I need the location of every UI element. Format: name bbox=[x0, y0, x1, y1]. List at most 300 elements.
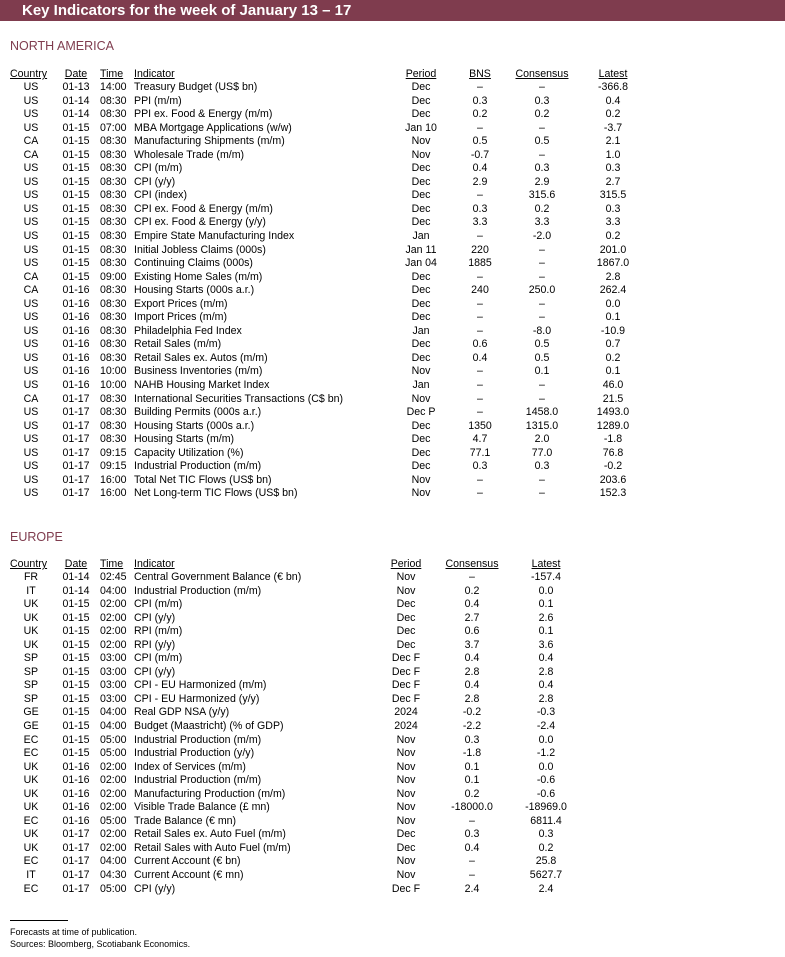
cell-latest: 0.2 bbox=[605, 230, 621, 243]
table-row bbox=[10, 612, 576, 626]
cell-time: 02:00 bbox=[100, 760, 127, 773]
cell-country: SP bbox=[23, 652, 39, 665]
cell-time: 08:30 bbox=[100, 406, 127, 419]
cell-indicator: CPI ex. Food & Energy (m/m) bbox=[134, 202, 273, 215]
cell-consensus: -18000.0 bbox=[451, 801, 493, 814]
cell-indicator: CPI - EU Harmonized (m/m) bbox=[134, 679, 267, 692]
cell-period: Nov bbox=[396, 571, 416, 583]
cell-latest: 76.8 bbox=[602, 446, 624, 459]
cell-latest: 0.3 bbox=[605, 162, 621, 175]
cell-consensus: 0.3 bbox=[534, 460, 550, 473]
cell-consensus: 0.5 bbox=[534, 135, 550, 148]
cell-country: US bbox=[23, 175, 39, 188]
cell-time: 08:30 bbox=[100, 392, 127, 405]
cell-bns: 3.3 bbox=[472, 216, 488, 229]
cell-time: 05:00 bbox=[100, 733, 127, 746]
cell-period: 2024 bbox=[394, 706, 418, 719]
cell-bns: 4.7 bbox=[472, 433, 488, 446]
cell-latest: 0.4 bbox=[605, 94, 621, 107]
cell-indicator: Building Permits (000s a.r.) bbox=[134, 406, 262, 419]
cell-bns: – bbox=[477, 297, 483, 310]
cell-indicator: Housing Starts (000s a.r.) bbox=[134, 284, 255, 297]
cell-date: 01-15 bbox=[62, 692, 90, 705]
cell-period: Dec bbox=[411, 175, 431, 188]
cell-country: UK bbox=[23, 774, 39, 787]
cell-consensus: – bbox=[539, 487, 545, 500]
table-row bbox=[10, 774, 576, 788]
cell-bns: 0.4 bbox=[472, 162, 488, 175]
cell-country: US bbox=[23, 324, 39, 337]
cell-bns: 240 bbox=[471, 284, 489, 297]
table-row bbox=[10, 761, 576, 775]
table-row bbox=[10, 95, 644, 109]
cell-consensus: 3.3 bbox=[534, 216, 550, 229]
cell-date: 01-15 bbox=[62, 175, 90, 188]
cell-date: 01-17 bbox=[62, 446, 90, 459]
cell-consensus: 0.1 bbox=[534, 365, 550, 378]
cell-time: 08:30 bbox=[100, 297, 127, 310]
cell-bns: – bbox=[477, 365, 483, 378]
cell-latest: 203.6 bbox=[599, 473, 627, 486]
table-row bbox=[10, 298, 644, 312]
cell-country: EC bbox=[23, 855, 39, 868]
cell-latest: 21.5 bbox=[602, 392, 624, 405]
cell-time: 03:00 bbox=[100, 665, 127, 678]
cell-period: Dec bbox=[411, 81, 431, 93]
cell-consensus: – bbox=[469, 869, 475, 882]
cell-date: 01-15 bbox=[62, 638, 90, 651]
cell-country: UK bbox=[23, 828, 39, 841]
cell-time: 08:30 bbox=[100, 175, 127, 188]
cell-time: 08:30 bbox=[100, 324, 127, 337]
table-row bbox=[10, 230, 644, 244]
cell-date: 01-16 bbox=[62, 760, 90, 773]
cell-consensus: – bbox=[469, 855, 475, 868]
cell-consensus: 2.8 bbox=[464, 665, 480, 678]
cell-country: US bbox=[23, 351, 39, 364]
footnote-forecasts: Forecasts at time of publication. bbox=[10, 927, 138, 937]
cell-consensus: 0.3 bbox=[464, 733, 480, 746]
cell-country: US bbox=[23, 81, 39, 93]
cell-time: 02:00 bbox=[100, 598, 127, 611]
cell-latest: 2.6 bbox=[538, 611, 554, 624]
cell-date: 01-15 bbox=[62, 257, 90, 270]
cell-country: US bbox=[23, 379, 39, 392]
cell-indicator: Industrial Production (y/y) bbox=[134, 747, 255, 760]
cell-indicator: CPI (y/y) bbox=[134, 882, 176, 895]
cell-consensus: – bbox=[469, 571, 475, 583]
table-row bbox=[10, 639, 576, 653]
cell-latest: 2.8 bbox=[538, 665, 554, 678]
cell-country: CA bbox=[23, 270, 39, 283]
cell-indicator: Net Long-term TIC Flows (US$ bn) bbox=[134, 487, 298, 500]
cell-indicator: Initial Jobless Claims (000s) bbox=[134, 243, 266, 256]
col-header-consensus: Consensus bbox=[515, 68, 569, 80]
cell-date: 01-17 bbox=[62, 419, 90, 432]
cell-consensus: 2.0 bbox=[534, 433, 550, 446]
cell-country: US bbox=[23, 162, 39, 175]
cell-consensus: 2.7 bbox=[464, 611, 480, 624]
cell-period: Dec bbox=[396, 638, 416, 651]
cell-period: Dec bbox=[396, 841, 416, 854]
cell-period: Dec bbox=[411, 284, 431, 297]
cell-time: 02:00 bbox=[100, 841, 127, 854]
cell-time: 02:00 bbox=[100, 611, 127, 624]
cell-consensus: 0.2 bbox=[534, 108, 550, 121]
col-header-period: Period bbox=[390, 558, 422, 570]
cell-consensus: 0.4 bbox=[464, 679, 480, 692]
cell-consensus: 1315.0 bbox=[525, 419, 559, 432]
table-row bbox=[10, 571, 576, 585]
cell-time: 08:30 bbox=[100, 189, 127, 202]
cell-indicator: CPI (m/m) bbox=[134, 652, 183, 665]
table-row bbox=[10, 447, 644, 461]
cell-indicator: MBA Mortgage Applications (w/w) bbox=[134, 121, 292, 134]
cell-date: 01-15 bbox=[62, 625, 90, 638]
footnote-sources: Sources: Bloomberg, Scotiabank Economics. bbox=[10, 939, 191, 949]
table-row bbox=[10, 420, 644, 434]
cell-consensus: 0.4 bbox=[464, 652, 480, 665]
cell-date: 01-16 bbox=[62, 311, 90, 324]
cell-indicator: PPI ex. Food & Energy (m/m) bbox=[134, 108, 273, 121]
table-row bbox=[10, 325, 644, 339]
north-america-table bbox=[10, 67, 644, 501]
cell-indicator: CPI ex. Food & Energy (y/y) bbox=[134, 216, 266, 229]
cell-bns: 1885 bbox=[468, 257, 492, 270]
table-row bbox=[10, 352, 644, 366]
cell-country: CA bbox=[23, 135, 39, 148]
cell-time: 02:00 bbox=[100, 774, 127, 787]
cell-country: GE bbox=[23, 720, 39, 733]
cell-indicator: Current Account (€ bn) bbox=[134, 855, 241, 868]
table-row bbox=[10, 487, 644, 501]
cell-time: 03:00 bbox=[100, 692, 127, 705]
cell-consensus: 3.7 bbox=[464, 638, 480, 651]
table-row bbox=[10, 365, 644, 379]
cell-bns: – bbox=[477, 379, 483, 392]
cell-indicator: CPI - EU Harmonized (y/y) bbox=[134, 692, 260, 705]
cell-time: 08:30 bbox=[100, 108, 127, 121]
col-header-latest: Latest bbox=[598, 68, 628, 80]
cell-consensus: 0.2 bbox=[464, 787, 480, 800]
cell-consensus: 2.8 bbox=[464, 692, 480, 705]
cell-latest: 46.0 bbox=[602, 379, 624, 392]
table-row bbox=[10, 855, 576, 869]
cell-country: US bbox=[23, 460, 39, 473]
cell-latest: 1493.0 bbox=[596, 406, 630, 419]
cell-time: 02:00 bbox=[100, 638, 127, 651]
cell-consensus: – bbox=[539, 311, 545, 324]
europe-table bbox=[10, 557, 576, 896]
table-row bbox=[10, 81, 644, 95]
cell-indicator: CPI (y/y) bbox=[134, 611, 176, 624]
cell-consensus: -8.0 bbox=[532, 324, 552, 337]
table-row bbox=[10, 108, 644, 122]
table-row bbox=[10, 162, 644, 176]
cell-country: UK bbox=[23, 638, 39, 651]
cell-country: US bbox=[23, 433, 39, 446]
cell-country: US bbox=[23, 338, 39, 351]
cell-time: 02:45 bbox=[100, 571, 127, 583]
cell-country: US bbox=[23, 297, 39, 310]
cell-indicator: Central Government Balance (€ bn) bbox=[134, 571, 302, 583]
table-row bbox=[10, 149, 644, 163]
cell-consensus: 77.0 bbox=[531, 446, 553, 459]
cell-latest: 1289.0 bbox=[596, 419, 630, 432]
cell-consensus: 0.5 bbox=[534, 338, 550, 351]
cell-latest: 1.0 bbox=[605, 148, 621, 161]
cell-period: Jan bbox=[412, 324, 430, 337]
table-row bbox=[10, 883, 576, 897]
table-row bbox=[10, 338, 644, 352]
cell-bns: – bbox=[477, 324, 483, 337]
cell-period: Dec F bbox=[391, 679, 421, 692]
cell-latest: 0.0 bbox=[538, 733, 554, 746]
north-america-heading: NORTH AMERICA bbox=[10, 39, 114, 53]
cell-bns: – bbox=[477, 392, 483, 405]
cell-bns: – bbox=[477, 189, 483, 202]
table-row bbox=[10, 284, 644, 298]
cell-time: 02:00 bbox=[100, 801, 127, 814]
cell-bns: 1350 bbox=[468, 419, 492, 432]
cell-indicator: NAHB Housing Market Index bbox=[134, 379, 270, 392]
cell-indicator: Industrial Production (m/m) bbox=[134, 733, 262, 746]
cell-time: 08:30 bbox=[100, 351, 127, 364]
cell-date: 01-16 bbox=[62, 365, 90, 378]
cell-latest: 2.8 bbox=[605, 270, 621, 283]
cell-period: Jan bbox=[412, 379, 430, 392]
cell-indicator: Trade Balance (€ mn) bbox=[134, 814, 237, 827]
cell-time: 08:30 bbox=[100, 243, 127, 256]
cell-period: Dec bbox=[396, 828, 416, 841]
table-row bbox=[10, 122, 644, 136]
cell-latest: 262.4 bbox=[599, 284, 627, 297]
table-row bbox=[10, 734, 576, 748]
cell-country: CA bbox=[23, 392, 39, 405]
cell-period: Dec bbox=[411, 108, 431, 121]
cell-indicator: Manufacturing Production (m/m) bbox=[134, 787, 286, 800]
cell-latest: 2.4 bbox=[538, 882, 554, 895]
cell-country: SP bbox=[23, 665, 39, 678]
cell-time: 08:30 bbox=[100, 202, 127, 215]
cell-date: 01-15 bbox=[62, 121, 90, 134]
cell-period: Dec bbox=[411, 338, 431, 351]
cell-date: 01-15 bbox=[62, 243, 90, 256]
cell-time: 08:30 bbox=[100, 230, 127, 243]
cell-date: 01-15 bbox=[62, 148, 90, 161]
table-row bbox=[10, 433, 644, 447]
cell-date: 01-15 bbox=[62, 665, 90, 678]
cell-latest: -0.6 bbox=[536, 774, 556, 787]
cell-period: Nov bbox=[411, 365, 431, 378]
cell-time: 09:15 bbox=[100, 460, 127, 473]
table-row bbox=[10, 176, 644, 190]
col-header-date: Date bbox=[64, 68, 88, 80]
cell-latest: -0.6 bbox=[536, 787, 556, 800]
cell-date: 01-15 bbox=[62, 202, 90, 215]
cell-period: 2024 bbox=[394, 720, 418, 733]
cell-period: Dec P bbox=[406, 406, 436, 419]
cell-country: UK bbox=[23, 787, 39, 800]
cell-period: Nov bbox=[396, 733, 416, 746]
cell-period: Dec bbox=[411, 351, 431, 364]
cell-latest: 0.4 bbox=[538, 652, 554, 665]
cell-country: US bbox=[23, 446, 39, 459]
cell-latest: -18969.0 bbox=[525, 801, 567, 814]
cell-consensus: – bbox=[539, 297, 545, 310]
cell-bns: 77.1 bbox=[469, 446, 491, 459]
cell-period: Dec bbox=[411, 202, 431, 215]
cell-time: 09:00 bbox=[100, 270, 127, 283]
table-row bbox=[10, 842, 576, 856]
cell-indicator: Industrial Production (m/m) bbox=[134, 584, 262, 597]
cell-bns: 0.5 bbox=[472, 135, 488, 148]
cell-country: UK bbox=[23, 625, 39, 638]
cell-indicator: Current Account (€ mn) bbox=[134, 869, 244, 882]
cell-country: UK bbox=[23, 841, 39, 854]
cell-period: Nov bbox=[411, 135, 431, 148]
cell-country: IT bbox=[26, 584, 36, 597]
cell-latest: 0.4 bbox=[538, 679, 554, 692]
cell-indicator: Philadelphia Fed Index bbox=[134, 324, 242, 337]
col-header-period: Period bbox=[405, 68, 437, 80]
cell-latest: -0.2 bbox=[603, 460, 623, 473]
cell-date: 01-15 bbox=[62, 598, 90, 611]
cell-consensus: 315.6 bbox=[528, 189, 556, 202]
cell-consensus: 0.5 bbox=[534, 351, 550, 364]
cell-time: 08:30 bbox=[100, 216, 127, 229]
col-header-indicator: Indicator bbox=[134, 558, 175, 570]
cell-date: 01-16 bbox=[62, 774, 90, 787]
col-header-latest: Latest bbox=[531, 558, 561, 570]
cell-period: Nov bbox=[396, 747, 416, 760]
cell-consensus: – bbox=[539, 392, 545, 405]
cell-time: 08:30 bbox=[100, 433, 127, 446]
cell-bns: 0.3 bbox=[472, 94, 488, 107]
table-row bbox=[10, 679, 576, 693]
cell-country: IT bbox=[26, 869, 36, 882]
cell-latest: -0.3 bbox=[536, 706, 556, 719]
cell-period: Dec bbox=[411, 189, 431, 202]
cell-indicator: Budget (Maastricht) (% of GDP) bbox=[134, 720, 284, 733]
cell-latest: 0.2 bbox=[605, 351, 621, 364]
cell-latest: 2.8 bbox=[538, 692, 554, 705]
cell-date: 01-17 bbox=[62, 487, 90, 500]
table-row bbox=[10, 460, 644, 474]
cell-consensus: – bbox=[539, 148, 545, 161]
cell-consensus: 0.4 bbox=[464, 841, 480, 854]
cell-bns: 0.3 bbox=[472, 460, 488, 473]
cell-latest: -157.4 bbox=[530, 571, 562, 583]
table-row bbox=[10, 693, 576, 707]
cell-date: 01-15 bbox=[62, 706, 90, 719]
cell-period: Nov bbox=[396, 760, 416, 773]
cell-time: 08:30 bbox=[100, 311, 127, 324]
cell-time: 14:00 bbox=[100, 81, 127, 93]
report-title-banner: Key Indicators for the week of January 13 – 17 bbox=[0, 0, 785, 21]
cell-date: 01-15 bbox=[62, 230, 90, 243]
cell-indicator: Retail Sales (m/m) bbox=[134, 338, 222, 351]
cell-indicator: Visible Trade Balance (£ mn) bbox=[134, 801, 270, 814]
cell-period: Dec bbox=[411, 311, 431, 324]
table-row bbox=[10, 257, 644, 271]
cell-period: Dec bbox=[411, 297, 431, 310]
cell-indicator: Capacity Utilization (%) bbox=[134, 446, 244, 459]
table-row bbox=[10, 720, 576, 734]
cell-country: US bbox=[23, 419, 39, 432]
cell-period: Dec bbox=[411, 460, 431, 473]
cell-country: SP bbox=[23, 692, 39, 705]
cell-time: 04:00 bbox=[100, 706, 127, 719]
cell-period: Nov bbox=[411, 487, 431, 500]
cell-country: FR bbox=[23, 571, 39, 583]
cell-period: Nov bbox=[396, 787, 416, 800]
table-row bbox=[10, 406, 644, 420]
cell-consensus: 2.4 bbox=[464, 882, 480, 895]
cell-latest: -1.2 bbox=[536, 747, 556, 760]
cell-country: US bbox=[23, 121, 39, 134]
cell-time: 08:30 bbox=[100, 257, 127, 270]
cell-time: 16:00 bbox=[100, 487, 127, 500]
cell-latest: 0.1 bbox=[538, 625, 554, 638]
table-row bbox=[10, 666, 576, 680]
table-row bbox=[10, 135, 644, 149]
cell-indicator: CPI (m/m) bbox=[134, 162, 183, 175]
cell-consensus: – bbox=[539, 270, 545, 283]
cell-consensus: – bbox=[539, 121, 545, 134]
cell-indicator: CPI (m/m) bbox=[134, 598, 183, 611]
table-row bbox=[10, 244, 644, 258]
cell-indicator: Continuing Claims (000s) bbox=[134, 257, 253, 270]
cell-country: US bbox=[23, 473, 39, 486]
col-header-bns: BNS bbox=[469, 68, 491, 80]
cell-latest: 2.7 bbox=[605, 175, 621, 188]
cell-time: 08:30 bbox=[100, 338, 127, 351]
cell-date: 01-17 bbox=[62, 460, 90, 473]
cell-country: US bbox=[23, 94, 39, 107]
cell-consensus: 250.0 bbox=[528, 284, 556, 297]
cell-latest: -10.9 bbox=[600, 324, 626, 337]
cell-time: 05:00 bbox=[100, 747, 127, 760]
cell-time: 08:30 bbox=[100, 162, 127, 175]
cell-country: US bbox=[23, 257, 39, 270]
table-row bbox=[10, 869, 576, 883]
table-row bbox=[10, 625, 576, 639]
cell-date: 01-15 bbox=[62, 270, 90, 283]
cell-time: 02:00 bbox=[100, 828, 127, 841]
cell-indicator: Manufacturing Shipments (m/m) bbox=[134, 135, 285, 148]
cell-period: Jan 04 bbox=[405, 257, 437, 270]
cell-latest: 25.8 bbox=[535, 855, 557, 868]
cell-time: 08:30 bbox=[100, 94, 127, 107]
cell-period: Dec bbox=[411, 433, 431, 446]
cell-indicator: Index of Services (m/m) bbox=[134, 760, 246, 773]
cell-date: 01-16 bbox=[62, 801, 90, 814]
table-row bbox=[10, 379, 644, 393]
cell-date: 01-16 bbox=[62, 787, 90, 800]
cell-period: Nov bbox=[396, 814, 416, 827]
cell-period: Dec F bbox=[391, 692, 421, 705]
cell-country: UK bbox=[23, 611, 39, 624]
cell-date: 01-15 bbox=[62, 652, 90, 665]
cell-indicator: Real GDP NSA (y/y) bbox=[134, 706, 230, 719]
cell-time: 05:00 bbox=[100, 814, 127, 827]
cell-latest: 152.3 bbox=[599, 487, 627, 500]
cell-consensus: 0.3 bbox=[534, 94, 550, 107]
cell-indicator: Import Prices (m/m) bbox=[134, 311, 227, 324]
cell-indicator: PPI (m/m) bbox=[134, 94, 182, 107]
cell-period: Dec F bbox=[391, 882, 421, 895]
